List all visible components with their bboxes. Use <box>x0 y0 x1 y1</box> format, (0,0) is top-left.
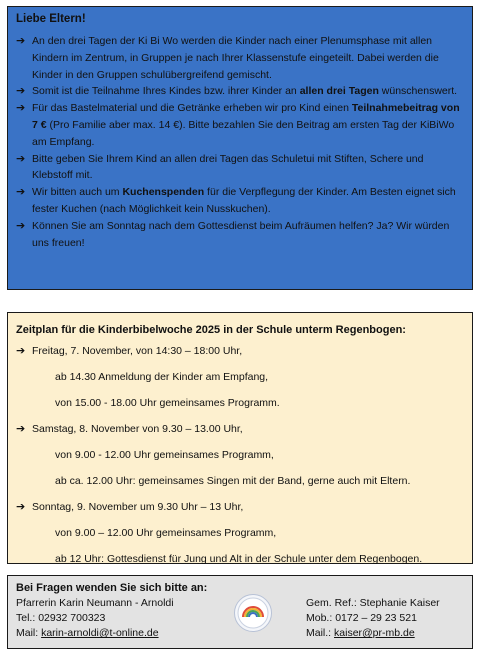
schedule-line: von 9.00 – 12.00 Uhr gemeinsames Programm, <box>55 527 277 539</box>
info-item: ➔ Wir bitten auch um Kuchenspenden für die Verpflegung der Kinder. Am Besten eignet sich fester Kuchen (nach Möglichkeit kein Nusskuchen). <box>16 186 456 215</box>
info-item: ➔ Bitte geben Sie Ihrem Kind an allen drei Tagen das Schuletui mit Stiften, Schere und Klebstoff mit. <box>16 152 424 182</box>
schedule-line: von 15.00 - 18.00 Uhr gemeinsames Programm. <box>55 397 280 409</box>
info-item: ➔ An den drei Tagen der Ki Bi Wo werden die Kinder nach einer Plenumsphase mit allen Kindern im Zentrum, in Gruppen je nach Ihrer Klassenstufe eingeteilt. Dabei werden die Kinder in den Gruppen schulübergreifend gemischt. <box>16 35 439 81</box>
schedule-box <box>7 312 473 564</box>
schedule-day-friday: ➔ Freitag, 7. November, von 14:30 – 18:00 Uhr, <box>16 345 243 357</box>
arrow-right-icon: ➔ <box>16 35 26 47</box>
greeting-title: Liebe Eltern! <box>16 13 86 25</box>
info-item: ➔ Somit ist die Teilnahme Ihres Kindes bzw. ihrer Kinder an allen drei Tagen wünschenswert. <box>16 83 464 100</box>
schedule-line: ab ca. 12.00 Uhr: gemeinsames Singen mit der Band, gerne auch mit Eltern. <box>55 475 411 487</box>
contact-name: Gem. Ref.: Stephanie Kaiser <box>306 597 440 609</box>
arrow-right-icon: ➔ <box>16 152 26 165</box>
schedule-line: ab 12 Uhr: Gottesdienst für Jung und Alt in der Schule unter dem Regenbogen. <box>55 553 423 565</box>
contact-mail: Mail: karin-arnoldi@t-online.de <box>16 627 159 639</box>
arrow-right-icon: ➔ <box>16 186 26 199</box>
schedule-day-saturday: ➔ Samstag, 8. November von 9.30 – 13.00 Uhr, <box>16 423 243 435</box>
contact-mail: Mail.: kaiser@pr-mb.de <box>306 627 415 639</box>
info-item: ➔ Für das Bastelmaterial und die Getränke erheben wir pro Kind einen Teilnahmebeitrag von 7 € (Pro Familie aber max. 14 €). Bitte bezahlen Sie den Beitrag am ersten Tag der KiBiWo am Empfang. <box>16 102 460 148</box>
contact-right <box>306 596 440 641</box>
arrow-right-icon: ➔ <box>16 501 26 513</box>
info-item: ➔ Können Sie am Sonntag nach dem Gottesdienst beim Aufräumen helfen? Ja? Wir würden uns freuen! <box>16 219 450 249</box>
contact-title: Bei Fragen wenden Sie sich bitte an: <box>16 582 208 594</box>
arrow-right-icon: ➔ <box>16 85 26 98</box>
contact-box <box>7 575 473 649</box>
mail-link[interactable]: karin-arnoldi@t-online.de <box>41 627 159 639</box>
arrow-right-icon: ➔ <box>16 219 26 232</box>
school-logo <box>234 594 272 632</box>
contact-phone: Mob.: 0172 – 29 23 521 <box>306 612 417 624</box>
mail-link[interactable]: kaiser@pr-mb.de <box>334 627 415 639</box>
arrow-right-icon: ➔ <box>16 423 26 435</box>
parents-info-box <box>7 6 473 290</box>
schedule-line: von 9.00 - 12.00 Uhr gemeinsames Programm, <box>55 449 274 461</box>
schedule-title: Zeitplan für die Kinderbibelwoche 2025 in der Schule unterm Regenbogen: <box>16 324 406 336</box>
contact-left <box>16 596 174 641</box>
arrow-right-icon: ➔ <box>16 102 26 115</box>
schedule-line: ab 14.30 Anmeldung der Kinder am Empfang, <box>55 371 269 383</box>
contact-phone: Tel.: 02932 700323 <box>16 612 106 624</box>
arrow-right-icon: ➔ <box>16 345 26 357</box>
schedule-day-sunday: ➔ Sonntag, 9. November um 9.30 Uhr – 13 Uhr, <box>16 501 244 513</box>
contact-name: Pfarrerin Karin Neumann - Arnoldi <box>16 597 174 609</box>
